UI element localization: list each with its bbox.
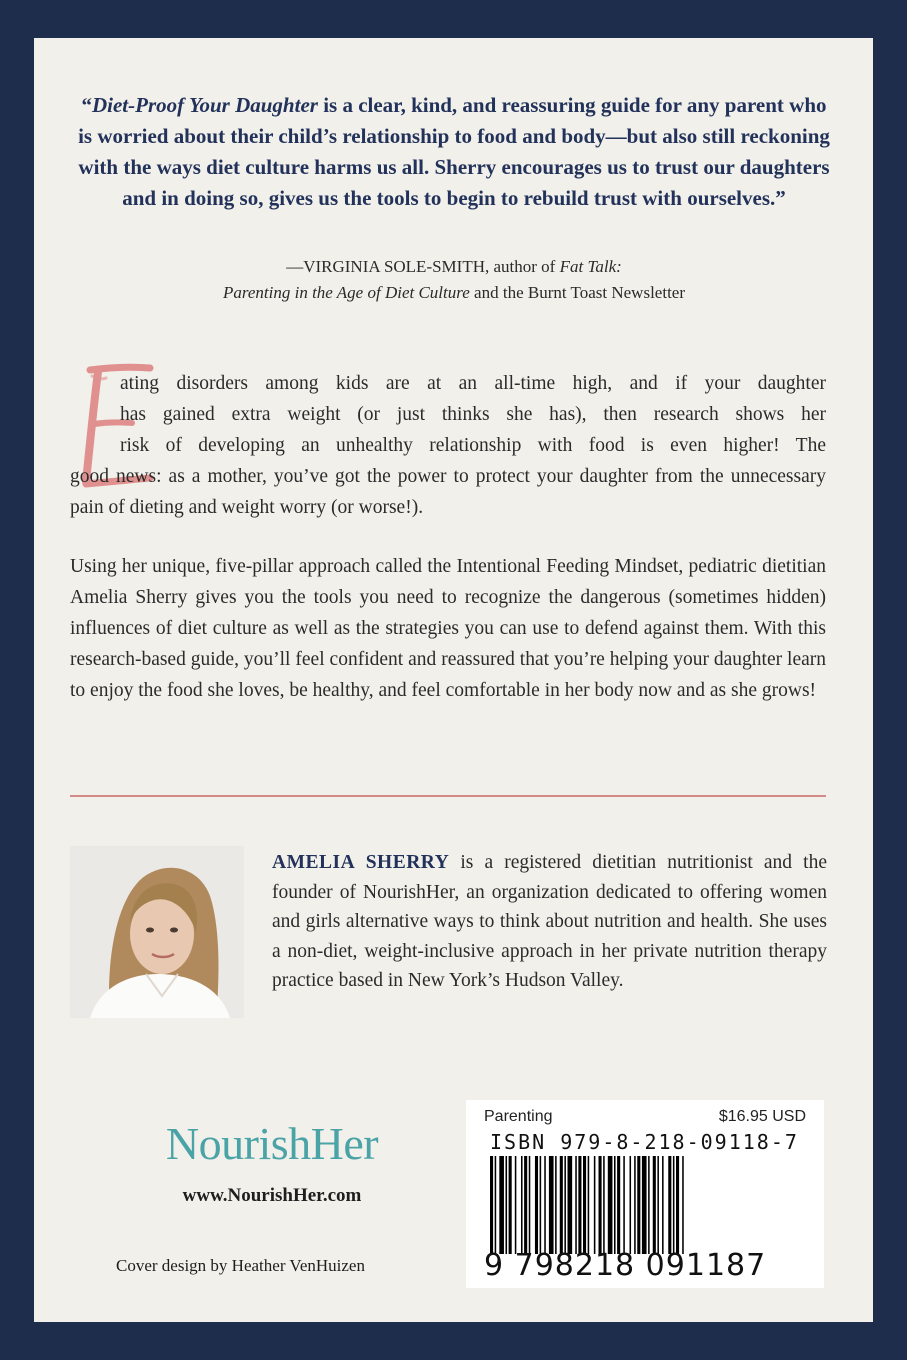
barcode-bar — [682, 1156, 684, 1254]
barcode-bar — [560, 1156, 563, 1254]
barcode-bar — [653, 1156, 656, 1254]
back-cover-panel — [34, 38, 873, 1322]
barcode-bar — [594, 1156, 596, 1254]
barcode-bar — [540, 1156, 542, 1254]
barcode-bar — [521, 1156, 523, 1254]
endorsement-quote: “Diet-Proof Your Daughter is a clear, kind, and reassuring guide for any parent who is worried about their child’s relationship to food and body—but also still reckoning with the ways diet culture harms us all. Sherry encourages us to trust our daughters and in doing so, gives us the tools to begin to rebuild trust with ourselves.” — [78, 93, 830, 210]
barcode-bar — [617, 1156, 620, 1254]
barcode-bar — [506, 1156, 508, 1254]
barcode-bar — [549, 1156, 554, 1254]
barcode-box — [466, 1100, 824, 1288]
barcode-bar — [630, 1156, 632, 1254]
body-p1-rest: good news: as a mother, you’ve got the power to protect your daughter from the unnecessary pain of dieting and weight worry (or worse!). — [70, 466, 826, 518]
author-bio: AMELIA SHERRY is a registered dietitian nutritionist and the founder of NourishHer, an organization dedicated to offering women and girls alternative ways to think about nutrition and health. She uses a non-diet, weight-inclusive approach in her private nutrition therapy practice based in New York’s Hudson Valley. — [272, 852, 827, 991]
barcode-bar — [623, 1156, 625, 1254]
barcode-bar — [578, 1156, 581, 1254]
quote-attribution: —VIRGINIA SOLE-SMITH, author of Fat Talk: Parenting in the Age of Diet Culture and the Burnt Toast Newsletter — [223, 257, 685, 302]
barcode-bar — [564, 1156, 566, 1254]
barcode-bar — [599, 1156, 602, 1254]
barcode-bar — [568, 1156, 573, 1254]
barcode-bar — [648, 1156, 650, 1254]
barcode-bar — [509, 1156, 512, 1254]
barcode-bar — [662, 1156, 664, 1254]
barcode-bar — [535, 1156, 538, 1254]
body-p1-line1: ating disorders among kids are at an all-time high, and if your daughter — [120, 373, 826, 394]
website-url[interactable]: www.NourishHer.com — [182, 1185, 362, 1206]
barcode-bar — [495, 1156, 497, 1254]
barcode-bar — [637, 1156, 640, 1254]
barcode-bar — [524, 1156, 527, 1254]
barcode-price: $16.95 USD — [718, 1108, 806, 1125]
barcode-bar — [499, 1156, 504, 1254]
barcode-bar — [490, 1156, 493, 1254]
nourishher-logo: NourishHer — [165, 1118, 379, 1169]
barcode-bar — [529, 1156, 531, 1254]
body-p1-line3: risk of developing an unhealthy relationship with food is even higher! The — [120, 435, 826, 456]
cover-design-credit: Cover design by Heather VenHuizen — [116, 1256, 365, 1275]
body-p2: Using her unique, five-pillar approach called the Intentional Feeding Mindset, pediatric dietitian Amelia Sherry gives you the tools you need to recognize the dangerous (sometimes hidden) influences of diet culture as well as the strategies you can use to defend against them. With this research-based guide, you’ll feel confident and reassured that you’re helping your daughter learn to enjoy the food she loves, be healthy, and feel comfortable in her body now and as she grows! — [70, 556, 826, 701]
barcode-bar — [583, 1156, 586, 1254]
barcode-bar — [544, 1156, 546, 1254]
barcode-bar — [642, 1156, 647, 1254]
barcode-bar — [657, 1156, 659, 1254]
drop-cap-letter: E — [76, 362, 77, 363]
barcode-bar — [634, 1156, 636, 1254]
barcode-bar — [603, 1156, 605, 1254]
barcode-bar — [515, 1156, 517, 1254]
author-name: AMELIA SHERRY — [272, 852, 450, 873]
barcode-bar — [555, 1156, 557, 1254]
body-p1-line2: has gained extra weight (or just thinks she has), then research shows her — [120, 404, 826, 425]
barcode-bar — [588, 1156, 590, 1254]
isbn-text: ISBN 979-8-218-09118-7 — [490, 1130, 799, 1154]
barcode-bar — [673, 1156, 675, 1254]
barcode-bar — [668, 1156, 671, 1254]
barcode-category: Parenting — [484, 1108, 553, 1125]
barcode-bar — [614, 1156, 616, 1254]
barcode-bars — [486, 1156, 806, 1254]
section-divider — [70, 795, 826, 797]
barcode-digits: 9 798218 091187 — [484, 1248, 767, 1283]
barcode-bar — [608, 1156, 613, 1254]
author-photo — [70, 846, 244, 1018]
barcode-bar — [676, 1156, 679, 1254]
barcode-bar — [575, 1156, 577, 1254]
quote-book-title: Diet-Proof Your Daughter — [91, 93, 318, 117]
